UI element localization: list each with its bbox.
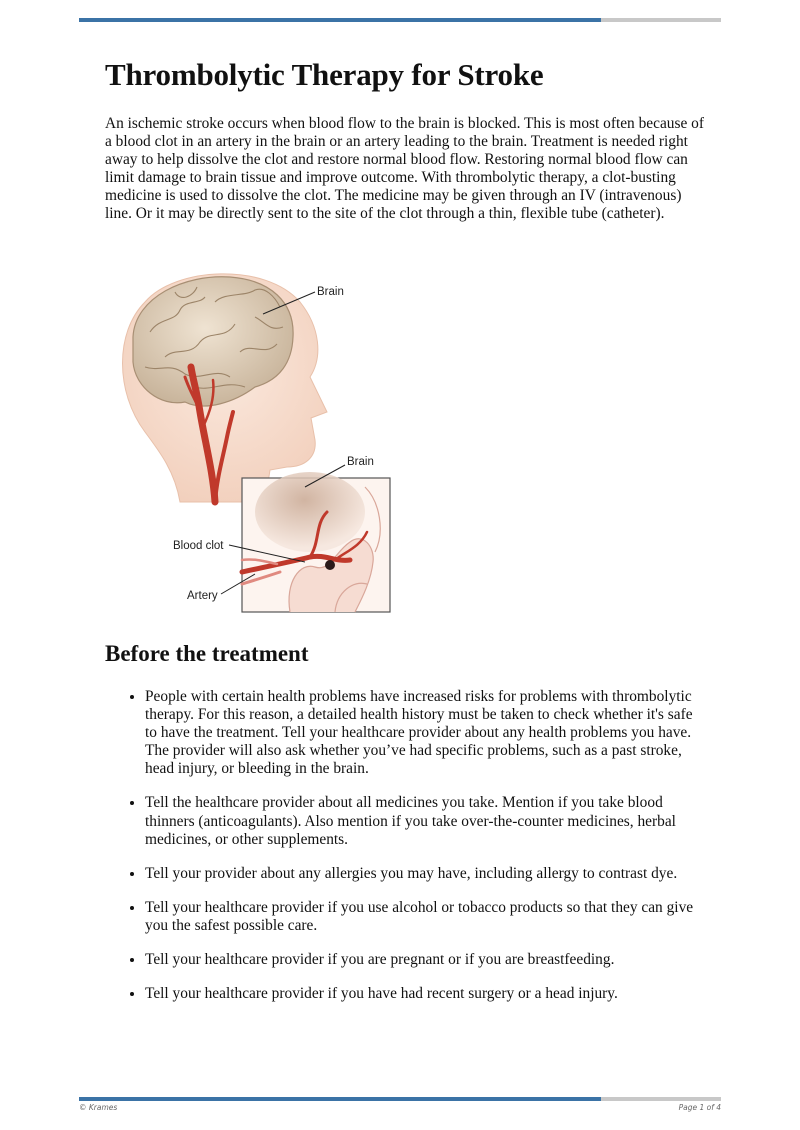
label-brain-inset: Brain — [347, 456, 374, 468]
bottom-rule-gray — [601, 1097, 721, 1101]
stroke-illustration-svg — [105, 262, 395, 614]
label-blood-clot: Blood clot — [173, 540, 224, 552]
list-item: • Tell your healthcare provider if you have had recent surgery or a head injury. — [145, 985, 705, 1003]
label-artery: Artery — [187, 590, 218, 602]
blood-clot-mark — [325, 560, 335, 570]
top-rule-gray — [601, 18, 721, 22]
stroke-illustration — [105, 262, 395, 614]
before-treatment-list — [105, 688, 705, 1019]
top-rule — [79, 18, 721, 22]
list-item: • Tell your healthcare provider if you are pregnant or if you are breastfeeding. — [145, 951, 705, 969]
intro-paragraph: An ischemic stroke occurs when blood flow to the brain is blocked. This is most often because of a blood clot in an artery in the brain or an artery leading to the brain. Treatment is needed right away to help dissolve the clot and restore normal blood flow. Restoring normal blood flow can limit damage to brain tissue and improve outcome. With thrombolytic therapy, a clot-busting medicine is used to dissolve the clot. The medicine may be given through an IV (intravenous) line. Or it may be directly sent to the site of the clot through a thin, flexible tube (catheter). — [105, 115, 704, 223]
bottom-rule-blue — [79, 1097, 601, 1101]
top-rule-blue — [79, 18, 601, 22]
list-item: • Tell your provider about any allergies you may have, including allergy to contrast dye. — [145, 865, 705, 883]
list-item: • Tell your healthcare provider if you use alcohol or tobacco products so that they can give you the safest possible care. — [145, 899, 705, 935]
section-heading: Before the treatment — [105, 641, 309, 666]
list-item: • People with certain health problems have increased risks for problems with thrombolytic therapy. For this reason, a detailed health history must be taken to check whether it's safe to have the treatment. Tell your healthcare provider about any health problems you have. The provider will also ask whether you’ve had specific problems, such as a past stroke, head injury, or bleeding in the brain. — [145, 688, 705, 778]
bottom-rule — [79, 1097, 721, 1101]
label-brain-top: Brain — [317, 286, 344, 298]
footer-page-number: Page 1 of 4 — [678, 1103, 721, 1112]
document-body — [105, 50, 705, 224]
list-item: • Tell the healthcare provider about all medicines you take. Mention if you take blood thinners (anticoagulants). Also mention if you take over-the-counter medicines, herbal medicines, or other supplements. — [145, 794, 705, 848]
footer-copyright: © Krames — [79, 1103, 118, 1112]
page-title: Thrombolytic Therapy for Stroke — [105, 57, 544, 92]
